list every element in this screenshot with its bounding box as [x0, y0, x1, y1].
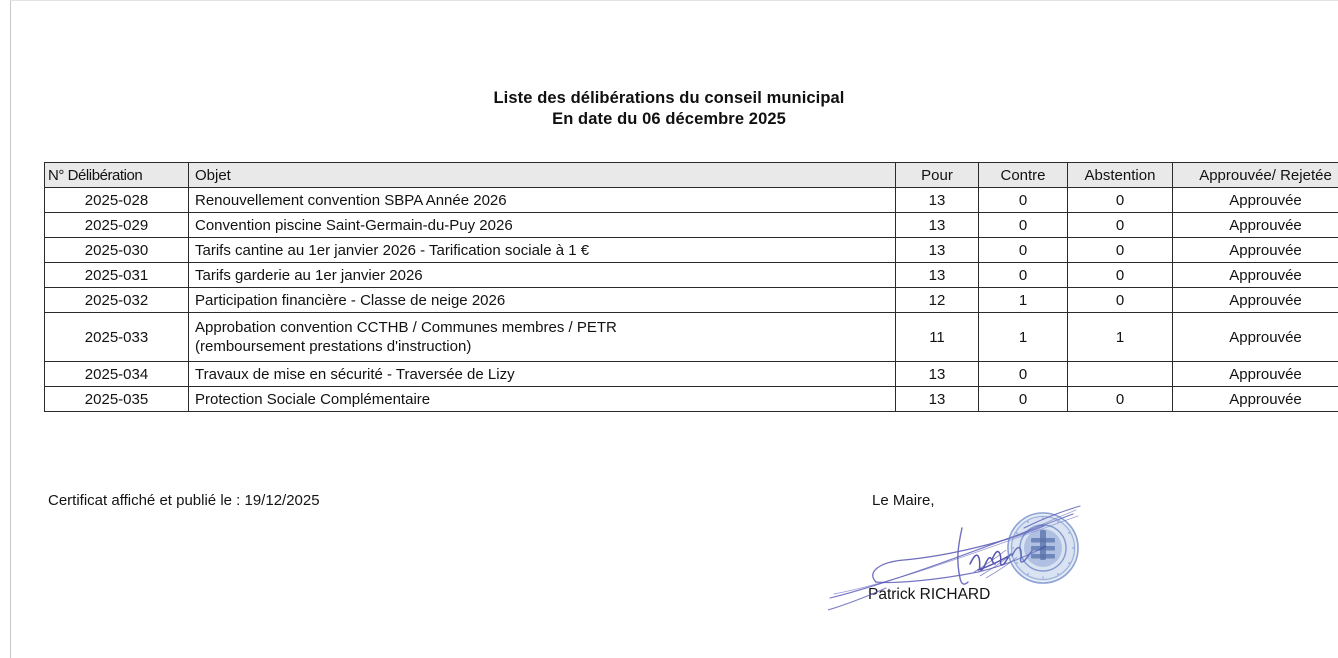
mayor-name: Patrick RICHARD — [868, 586, 991, 603]
table-row — [45, 188, 1338, 213]
cell-numero: 2025-030 — [45, 238, 189, 263]
cell-objet: Participation financière - Classe de neige 2026 — [189, 288, 896, 313]
official-stamp — [1007, 512, 1079, 584]
cell-resultat: Approuvée — [1173, 362, 1338, 387]
table-header-row — [45, 163, 1338, 188]
cell-pour: 13 — [896, 263, 979, 288]
document-title-line2: En date du 06 décembre 2025 — [552, 110, 786, 128]
cell-resultat: Approuvée — [1173, 313, 1338, 362]
table-row — [45, 213, 1338, 238]
cell-abstention — [1068, 362, 1173, 387]
cell-numero: 2025-035 — [45, 387, 189, 412]
cell-pour: 13 — [896, 213, 979, 238]
table-row — [45, 263, 1338, 288]
column-header-pour: Pour — [896, 163, 979, 188]
table-row — [45, 387, 1338, 412]
column-header-contre: Contre — [979, 163, 1068, 188]
cell-objet — [189, 313, 896, 362]
certificate-publication-line: Certificat affiché et publié le : 19/12/2025 — [48, 492, 320, 509]
cell-numero: 2025-032 — [45, 288, 189, 313]
cell-objet: Convention piscine Saint-Germain-du-Puy 2026 — [189, 213, 896, 238]
cell-abstention: 0 — [1068, 213, 1173, 238]
cell-resultat: Approuvée — [1173, 288, 1338, 313]
column-header-objet: Objet — [189, 163, 896, 188]
table-row — [45, 238, 1338, 263]
cell-numero: 2025-029 — [45, 213, 189, 238]
cell-abstention: 0 — [1068, 188, 1173, 213]
table-row — [45, 288, 1338, 313]
cell-contre: 1 — [979, 313, 1068, 362]
cell-objet-line1: Approbation convention CCTHB / Communes membres / PETR — [195, 319, 617, 336]
mayor-label: Le Maire, — [872, 492, 935, 509]
column-header-resultat: Approuvée/ Rejetée — [1173, 163, 1338, 188]
cell-contre: 0 — [979, 362, 1068, 387]
cell-objet-line2: (remboursement prestations d'instruction) — [195, 338, 472, 355]
cell-abstention: 1 — [1068, 313, 1173, 362]
table-row — [45, 313, 1338, 362]
cell-objet: Tarifs cantine au 1er janvier 2026 - Tarification sociale à 1 € — [189, 238, 896, 263]
cell-abstention: 0 — [1068, 238, 1173, 263]
column-header-abstention: Abstention — [1068, 163, 1173, 188]
cell-pour: 13 — [896, 387, 979, 412]
cell-resultat: Approuvée — [1173, 238, 1338, 263]
cell-numero: 2025-031 — [45, 263, 189, 288]
cell-abstention: 0 — [1068, 263, 1173, 288]
cell-contre: 1 — [979, 288, 1068, 313]
cell-objet: Tarifs garderie au 1er janvier 2026 — [189, 263, 896, 288]
cell-numero: 2025-033 — [45, 313, 189, 362]
cell-pour: 12 — [896, 288, 979, 313]
cell-contre: 0 — [979, 387, 1068, 412]
cell-abstention: 0 — [1068, 288, 1173, 313]
cell-objet: Renouvellement convention SBPA Année 2026 — [189, 188, 896, 213]
cell-contre: 0 — [979, 263, 1068, 288]
cell-resultat: Approuvée — [1173, 263, 1338, 288]
cell-resultat: Approuvée — [1173, 188, 1338, 213]
table-body — [45, 188, 1338, 412]
cell-pour: 13 — [896, 362, 979, 387]
cell-pour: 11 — [896, 313, 979, 362]
cell-resultat: Approuvée — [1173, 213, 1338, 238]
cell-resultat: Approuvée — [1173, 387, 1338, 412]
scan-margin-line-top — [10, 0, 1338, 1]
cell-objet: Travaux de mise en sécurité - Traversée de Lizy — [189, 362, 896, 387]
cell-objet: Protection Sociale Complémentaire — [189, 387, 896, 412]
cell-contre: 0 — [979, 188, 1068, 213]
cell-numero: 2025-028 — [45, 188, 189, 213]
cell-contre: 0 — [979, 213, 1068, 238]
cell-abstention: 0 — [1068, 387, 1173, 412]
cell-pour: 13 — [896, 188, 979, 213]
document-title — [0, 88, 1338, 130]
table-row — [45, 362, 1338, 387]
document-title-line1: Liste des délibérations du conseil municipal — [493, 89, 845, 107]
cell-pour: 13 — [896, 238, 979, 263]
table-header — [45, 163, 1338, 188]
deliberations-table — [44, 162, 1338, 412]
cell-numero: 2025-034 — [45, 362, 189, 387]
cell-contre: 0 — [979, 238, 1068, 263]
column-header-numero: N° Délibération — [45, 163, 189, 188]
